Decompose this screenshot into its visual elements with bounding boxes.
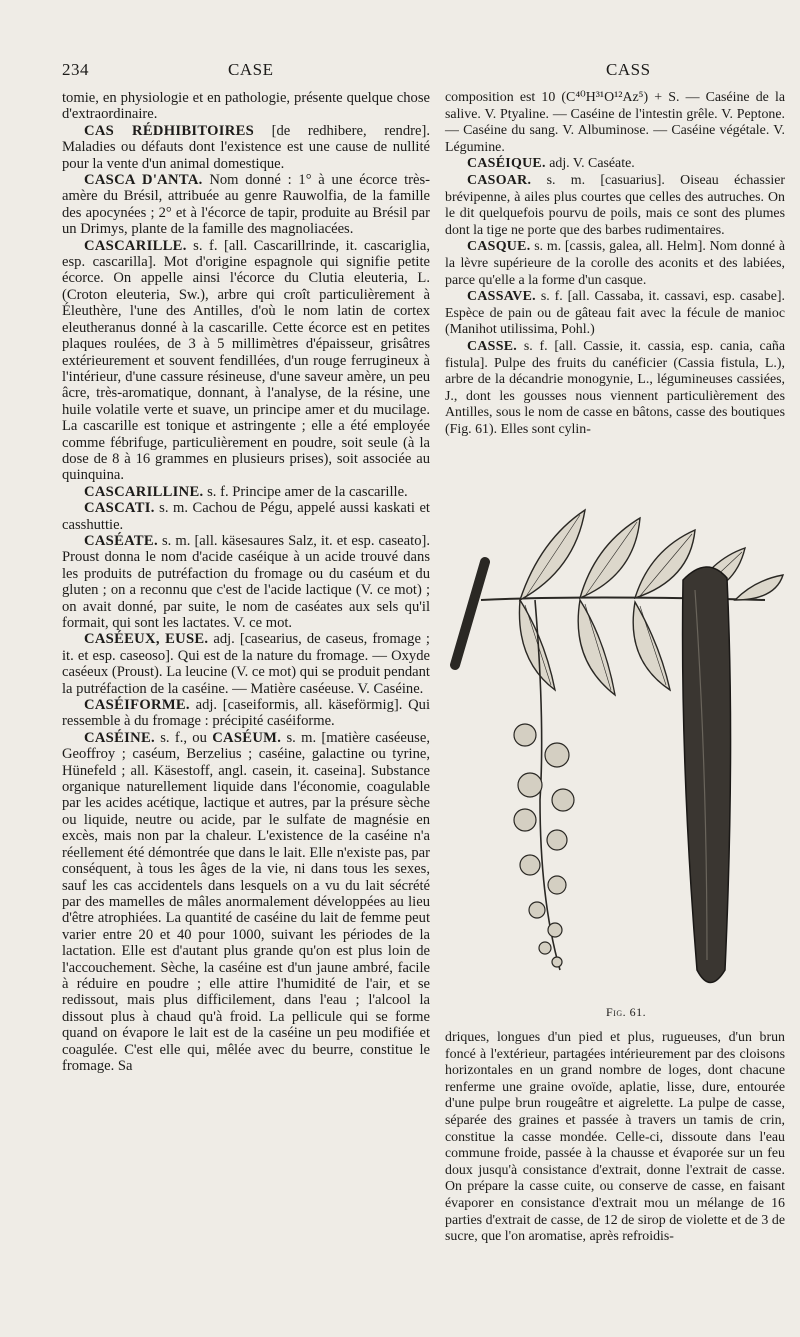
headword: CASÉINE.	[84, 729, 155, 746]
entry-casque	[445, 239, 785, 289]
entry-text: s. m. Cachou de Pégu, appelé aussi kaskati et casshuttie.	[62, 500, 430, 533]
headword: CASÉUM.	[212, 729, 282, 746]
entry-continuation: driques, longues d'un pied et plus, rugueuses, d'un brun foncé à l'extérieur, partagées intérieurement par des cloisons horizontales en un grand nombre de loges, dont chacune renferme une graine ovoïde, aplatie, lisse, dure, entourée d'une pulpe brun rougeâtre et aigrelette. La pulpe de casse, séparée des graines et passée à travers un tamis de crin, constitue la casse mondée. Celle-ci, dissoute dans l'eau commune froide, passée à la chausse et évaporée sur un feu doux jusqu'à consistance d'extrait, donne l'extrait de casse. On prépare la casse cuite, ou conserve de casse, en faisant évaporer en consistance d'extrait mou un mélange de 16 parties d'extrait de casse, de 12 de sirop de violette et de 3 de sucre, que l'on aromatise, après refroidis-	[445, 1030, 785, 1245]
entry-text: s. f. [all. Cassaba, it. cassavi, esp. casabe]. Espèce de pain ou de gâteau fait avec la fécule de manioc (Manihot utilissima, Pohl.)	[445, 289, 785, 338]
headword: CASSAVE.	[467, 289, 536, 305]
headword: CASCARILLINE.	[84, 483, 204, 500]
headword: CASQUE.	[467, 239, 531, 255]
headword: CASOAR.	[467, 172, 532, 188]
right-column	[445, 90, 785, 438]
entry-cascati	[62, 500, 430, 533]
page-number: 234	[62, 60, 89, 79]
right-column-continued	[445, 1030, 785, 1246]
entry-text: s. m. [cassis, galea, all. Helm]. Nom donné à la lèvre supérieure de la corolle des aconits et des labiées, parce qu'elle a la forme d'un casque.	[445, 239, 785, 288]
entry-caseique	[445, 156, 785, 173]
entry-text: s. f. [all. Cassie, it. cassia, esp. cania, caña fistula]. Pulpe des fruits du canéficier (Cassia fistula, L.), arbre de la décandrie monogynie, L., légumineuses cassiées, J., dont les gousses nous viennent particulièrement des Antilles, sous le nom de casse en bâtons, casse des boutiques (Fig. 61). Elles sont cylin-	[445, 338, 785, 437]
headword: CASÉATE.	[84, 532, 158, 549]
entry-cascarilline	[62, 484, 430, 500]
entry-text: [de redhibere, rendre]. Maladies ou défauts dont l'existence est une cause de nullité pour la vente d'un animal domestique.	[62, 122, 430, 172]
entry-text: s. m. [casuarius]. Oiseau échassier brévipenne, à ailes plus courtes que celles des autruches. On le dit quelquefois pourvu de poils, mais ce sont des plumes dont la tige ne porte que des barbes rudimentaires.	[445, 172, 785, 238]
headword: CASSE.	[467, 338, 518, 354]
entry-cas-redhibitoires	[62, 123, 430, 172]
entry-caseeux	[62, 631, 430, 697]
left-column	[62, 90, 430, 1074]
entry-text: adj. [casearius, de caseus, fromage ; it. et esp. caseoso]. Qui est de la nature du fromage. — Oxyde caséeux (Proust). La leucine (V. ce mot) qui se produit pendant la putréfaction de la caséine. — Matière caséeuse. V. Caséine.	[62, 631, 430, 697]
headword: CASÉEUX, EUSE.	[84, 631, 209, 648]
left-running-head: CASE	[228, 60, 274, 79]
headword: CASCA D'ANTA.	[84, 172, 203, 189]
entry-continuation: tomie, en physiologie et en pathologie, présente quelque chose d'extraordinaire.	[62, 90, 430, 123]
botanical-engraving	[445, 500, 785, 1005]
right-running-head: CASS	[606, 60, 651, 79]
entry-text: Nom donné : 1° à une écorce très-amère du Brésil, attribuée au genre Rauwolfia, de la famille des apocynées ; 2° et à l'écorce de tapir, produite au Brésil par un Drimys, plante de la famille des magnoliacées.	[62, 172, 430, 238]
entry-continuation: composition est 10 (C⁴⁰H³¹O¹²Az⁵) + S. — Caséine de la salive. V. Ptyaline. — Caséine de l'intestin grêle. V. Peptone. — Caséine du sang. V. Albuminose. — Caséine végétale. V. Légumine.	[445, 90, 785, 155]
entry-caseiforme	[62, 697, 430, 730]
entry-cassave	[445, 289, 785, 339]
running-header	[0, 60, 800, 84]
entry-text: s. f. [all. Cascarillrinde, it. cascariglia, esp. cascarilla]. Mot d'origine espagnole qui signifie petite écorce. On appelle ainsi l'écorce du Clutia eleuteria, L. (Croton eleuteria, Sw.), arbre qui croît particulièrement à Éleuthère, l'une des Antilles, d'où le nom latin de cortex eleutheranus donné à la cascarille. Cette écorce est en petites plaques roulées, de 3 à 5 millimètres d'épaisseur, grisâtres extérieurement et souvent fendillées, d'un rouge ferrugineux à l'intérieur, d'une cassure résineuse, d'une saveur amère, un peu âcre, très-aromatique, donnant, à l'analyse, de la résine, une huile volatile verte et suave, un principe amer et du mucilage. La cascarille est tonique et astringente ; elle a été employée comme fébrifuge, particulièrement en poudre, soit seule (à la dose de 8 à 16 grammes en plusieurs prises), soit associée au quinquina.	[62, 237, 430, 484]
headword: CASÉIQUE.	[467, 156, 546, 172]
entry-caseine	[62, 730, 430, 1075]
entry-text: s. f. Principe amer de la cascarille.	[203, 483, 408, 500]
cassia-fistula-illustration	[445, 500, 785, 1030]
figure-caption: Fig. 61.	[606, 1005, 647, 1019]
entry-caseate	[62, 533, 430, 631]
entry-casca-danta	[62, 172, 430, 238]
headword: CASCATI.	[84, 500, 155, 517]
headword: CASÉIFORME.	[84, 697, 190, 714]
entry-text: s. f., ou	[154, 729, 213, 746]
entry-text: adj. [caseiformis, all. käseförmig]. Qui ressemble à du fromage : précipité caséiforme.	[62, 697, 430, 730]
entry-text: adj. V. Caséate.	[545, 156, 635, 172]
headword: CAS RÉDHIBITOIRES	[84, 122, 255, 139]
entry-text: s. m. [matière caséeuse, Geoffroy ; caséum, Berzelius ; caséine, galactine ou tyrine, Hünefeld ; all. Käsestoff, angl. casein, it. caseina]. Substance organique naturellement liquide dans l'économie, coagulable par les acides acétique, lactique et autres, par la présure sèche ou liquide, neutre ou acide, par le sulfate de magnésie en excès, mais non par la chaleur. L'existence de la caséine n'a réellement été démontrée que dans le lait. Elle n'existe pas, par conséquent, à tous les âges de la vie, ni dans tous les sexes, sauf les cas accidentels dans lesquels on a vu du lait sécrété par des mamelles de mâles anormalement développées au lieu d'être atrophiées. La quantité de caséine du lait de femme peut varier entre 20 et 40 pour 1000, suivant les périodes de la lactation. Elle est d'autant plus grande qu'on est plus loin de l'accouchement. Sèche, la caséine est d'un jaune ambré, facile à réduire en poudre ; elle attire l'humidité de l'air, et se redissout, mais plus difficilement, dans l'eau ; l'alcool la dissout plus à chaud qu'à froid. La pellicule qui se forme quand on évapore le lait est de la caséine un peu modifiée et coagulée. C'est elle qui, mêlée avec du beurre, constitue le fromage. Sa	[62, 729, 430, 1074]
entry-casoar	[445, 173, 785, 239]
headword: CASCARILLE.	[84, 237, 187, 254]
entry-casse	[445, 339, 785, 439]
entry-text: s. m. [all. käsesaures Salz, it. et esp. caseato]. Proust donna le nom d'acide caséique à un acide trouvé dans les produits de putréfaction du fromage ou du caséum et du gluten ; on a reconnu que c'est de l'acide lactique (V. ce mot) ; on avait donné, par suite, le nom de caséates aux sels qu'il formait, qui sont les lactates. V. ce mot.	[62, 532, 430, 631]
entry-cascarille	[62, 238, 430, 484]
